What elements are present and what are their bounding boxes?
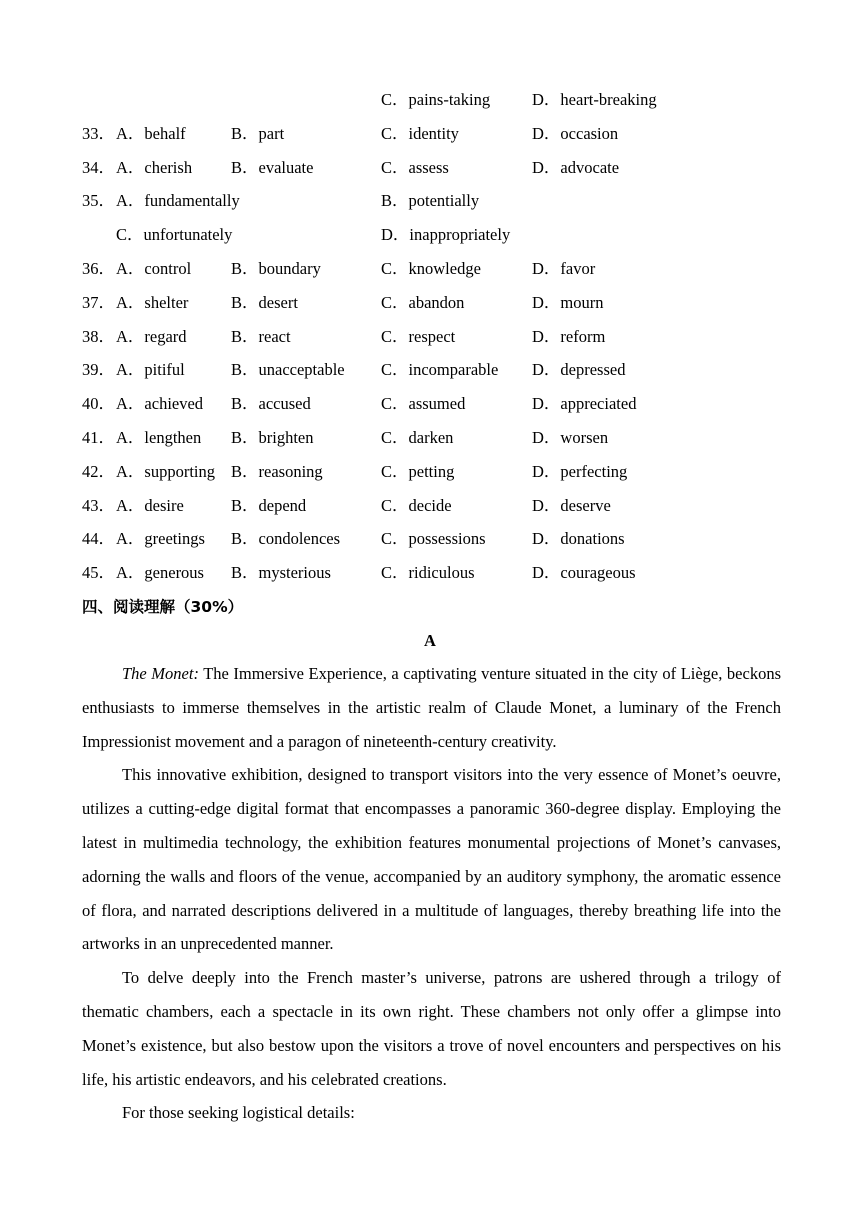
option-c: C．decide [381, 495, 452, 515]
option-a: A．pitiful [116, 360, 185, 380]
option-d: D．reform [532, 326, 606, 346]
section-heading: 四、阅读理解（30%） [82, 598, 244, 616]
question-number: 41． [82, 427, 115, 447]
option-a: A．behalf [116, 123, 186, 143]
option-row [82, 491, 782, 525]
option-a: A．greetings [116, 529, 205, 549]
option-d: D．depressed [532, 360, 626, 380]
option-b: B．part [231, 123, 285, 143]
passage-label: A [424, 631, 436, 650]
option-row [82, 423, 782, 457]
option-d: D．favor [532, 258, 596, 278]
option-d: D．deserve [532, 495, 611, 515]
passage-paragraph-1 [82, 657, 781, 758]
option-c: B．potentially [381, 191, 480, 211]
option-d: D．donations [532, 529, 625, 549]
passage-paragraph-2: This innovative exhibition, designed to transport visitors into the very essence of Monet’s oeuvre, utilizes a cutting-edge digital format that encompasses a panoramic 360-degree display. Employing the latest in multimedia technology, the exhibition features monumental projections of Monet’s canvases, adorning the walls and floors of the venue, accompanied by an auditory symphony, the aromatic essence of flora, and narrated descriptions delivered in a multitude of languages, thereby breathing life into the artworks in an unprecedented manner. [82, 765, 781, 954]
option-a: A．cherish [116, 157, 193, 177]
option-a: C．unfortunately [116, 225, 233, 245]
option-d: D．heart-breaking [532, 90, 657, 109]
option-c: C．ridiculous [381, 563, 475, 583]
option-b: B．desert [231, 292, 298, 312]
question-number: 34． [82, 157, 115, 177]
option-c: C．petting [381, 461, 455, 481]
option-b: B．accused [231, 394, 311, 414]
question-number: 38． [82, 326, 115, 346]
option-a: A．fundamentally [116, 191, 240, 211]
option-row [82, 558, 782, 592]
option-row [82, 186, 782, 220]
question-number: 42． [82, 461, 115, 481]
question-number: 35． [82, 191, 115, 211]
option-c: D．inappropriately [381, 225, 511, 245]
option-a: A．desire [116, 495, 184, 515]
option-d: D．appreciated [532, 394, 637, 414]
option-row [82, 153, 782, 187]
option-a: A．control [116, 258, 192, 278]
passage-paragraph-4: For those seeking logistical details: [122, 1103, 355, 1123]
option-row [82, 355, 782, 389]
option-b: B．condolences [231, 529, 341, 549]
option-c: C．abandon [381, 292, 465, 312]
option-d: D．courageous [532, 563, 636, 583]
option-c: C．identity [381, 123, 459, 143]
option-b: B．reasoning [231, 461, 323, 481]
option-c: C．knowledge [381, 258, 481, 278]
option-b: B．evaluate [231, 157, 314, 177]
question-number: 37． [82, 292, 115, 312]
reading-passage [82, 657, 781, 1130]
option-a: A．regard [116, 326, 187, 346]
option-c: C．possessions [381, 529, 486, 549]
option-b: B．boundary [231, 258, 321, 278]
option-a: A．lengthen [116, 427, 202, 447]
option-c: C．pains-taking [381, 90, 491, 109]
option-c: C．respect [381, 326, 456, 346]
option-row [82, 85, 782, 119]
option-row [82, 322, 782, 356]
paragraph-1-text: The Immersive Experience, a captivating venture situated in the city of Liège, beckons enthusiasts to immerse themselves in the artistic realm of Claude Monet, a luminary of the French Impressionist movement and a paragon of nineteenth-century creativity. [82, 664, 781, 751]
option-a: A．supporting [116, 461, 215, 481]
option-c: C．assumed [381, 394, 466, 414]
option-row [82, 524, 782, 558]
option-b: B．react [231, 326, 291, 346]
option-a: A．shelter [116, 292, 189, 312]
option-b: B．depend [231, 495, 307, 515]
option-a: A．achieved [116, 394, 204, 414]
option-d: D．advocate [532, 157, 620, 177]
option-d: D．worsen [532, 427, 609, 447]
exhibition-title: The Monet: [122, 664, 199, 683]
passage-paragraph-3: To delve deeply into the French master’s universe, patrons are ushered through a trilogy of thematic chambers, each a spectacle in its own right. These chambers not only offer a glimpse into Monet’s existence, but also bestow upon the visitors a trove of novel encounters and perspectives on his life, his artistic endeavors, and his celebrated creations. [82, 968, 781, 1089]
option-b: B．brighten [231, 427, 314, 447]
option-c: C．incomparable [381, 360, 499, 380]
question-number: 45． [82, 563, 115, 583]
option-c: C．assess [381, 157, 449, 177]
option-row [82, 457, 782, 491]
option-row [82, 389, 782, 423]
option-d: D．occasion [532, 123, 619, 143]
question-number: 43． [82, 495, 115, 515]
option-b: B．unacceptable [231, 360, 345, 380]
option-row [82, 119, 782, 153]
question-number: 33． [82, 123, 115, 143]
question-number: 39． [82, 360, 115, 380]
option-b: B．mysterious [231, 563, 331, 583]
option-row [82, 288, 782, 322]
answer-options-list [82, 85, 782, 592]
question-number: 44． [82, 529, 115, 549]
option-d: D．perfecting [532, 461, 628, 481]
option-row [82, 254, 782, 288]
option-a: A．generous [116, 563, 204, 583]
option-c: C．darken [381, 427, 454, 447]
question-number: 40． [82, 394, 115, 414]
question-number: 36． [82, 258, 115, 278]
option-row [82, 220, 782, 254]
option-d: D．mourn [532, 292, 604, 312]
